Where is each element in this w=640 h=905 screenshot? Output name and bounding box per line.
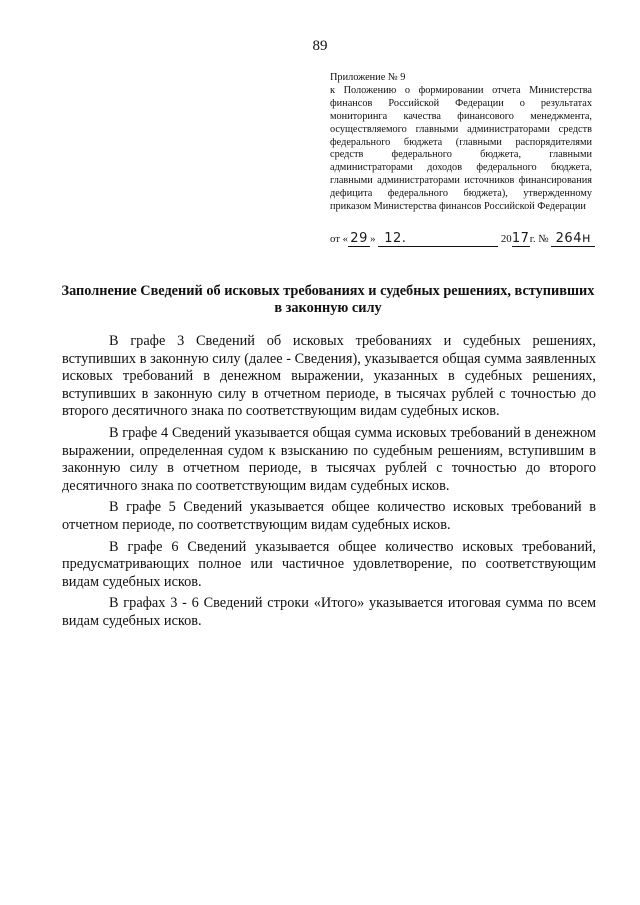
paragraph-3: В графе 5 Сведений указывается общее количество исковых требований в отчетном периоде, по соответствующим видам судебных исков.	[62, 499, 596, 533]
appendix-block	[330, 72, 592, 214]
appendix-title: Приложение № 9	[330, 72, 406, 83]
paragraph-1: В графе 3 Сведений об исковых требованиях и судебных решениях, вступивших в законную силу (далее - Сведения), указывается общая сумма заявленных исковых требований в денежном выражении, указанных в судебных решениях, вступивших в законную силу в отчетном периоде, в тысячах рублей с точностью до второго десятичного знака по соответствующим видам судебных исков.	[62, 333, 596, 420]
order-number: 264н	[551, 232, 595, 247]
order-from-label: от «	[330, 233, 349, 245]
appendix-text: к Положению о формировании отчета Министерства финансов Российской Федерации о результатах мониторинга качества финансового менеджмента, осуществляемого главными администраторами средств федерального бюджета (главными распорядителями средств федерального бюджета, главными администраторами доходов федерального бюджета, главными администраторами источников финансирования дефицита федерального бюджета), утвержденному приказом Министерства финансов Российской Федерации	[330, 84, 592, 213]
order-year-prefix: 20	[500, 233, 512, 245]
paragraph-5: В графах 3 - 6 Сведений строки «Итого» указывается итоговая сумма по всем видам судебных исков.	[62, 595, 596, 629]
paragraph-4: В графе 6 Сведений указывается общее количество исковых требований, предусматривающих полное или частичное удовлетворение, по соответствующим видам судебных исков.	[62, 538, 596, 590]
section-heading: Заполнение Сведений об исковых требованиях и судебных решениях, вступивших в законную силу	[61, 283, 595, 316]
order-year-label: г. №	[529, 233, 549, 245]
page-number: 89	[312, 38, 328, 54]
order-day-close: »	[370, 233, 376, 245]
order-reference	[330, 232, 592, 247]
paragraph-2: В графе 4 Сведений указывается общая сумма исковых требований в денежном выражении, определенная судом к взысканию по судебным решениям, вступившим в законную силу в отчетном периоде, в тысячах рублей с точностью до второго десятичного знака по соответствующим видам судебных исков.	[62, 424, 596, 494]
order-day: 29	[348, 232, 370, 247]
order-year-suffix: 17	[511, 231, 530, 246]
order-month: 12.	[378, 232, 498, 247]
content-body	[62, 333, 596, 635]
